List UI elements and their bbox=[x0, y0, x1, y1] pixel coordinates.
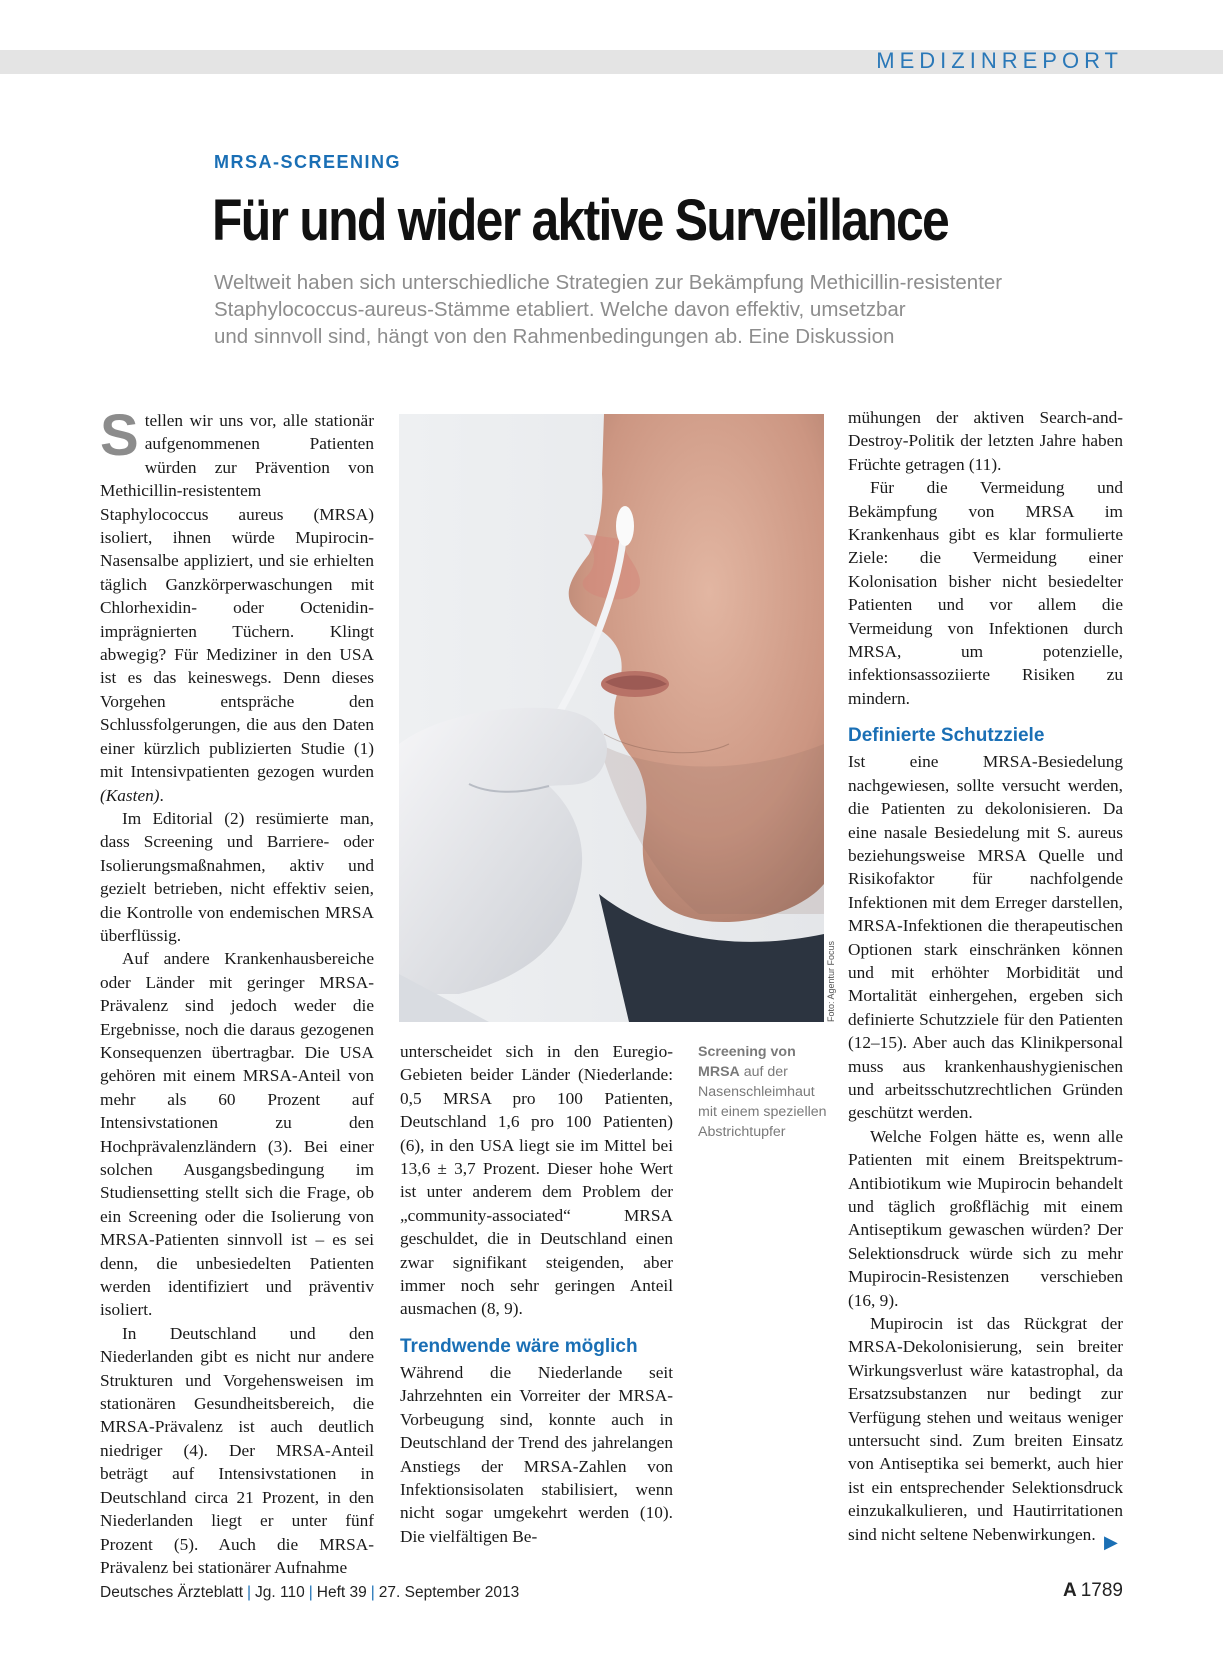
lead-line: Staphylococcus-aureus-Stämme etabliert. Welche davon effektiv, umsetzbar bbox=[214, 298, 906, 321]
text-column-1 bbox=[100, 403, 374, 1579]
paragraph-text: tellen wir uns vor, alle stationär aufgenommenen Patienten würden zur Prävention von Methicillin-resistentem Staphylococcus aureus (MRSA) isoliert, ihnen würde Mupirocin-Nasensalbe appliziert, und sie erhielten täglich Ganzkörperwaschungen mit Chlorhexidin- oder Octenidin-imprägnierten Tüchern. Klingt abwegig? Für Mediziner in den USA ist es das keineswegs. Denn dieses Vorgehen entspräche den Schlussfolgerungen, die aus den Daten einer kürzlich publizierten Studie (1) mit Intensivpatienten gezogen wurden bbox=[100, 411, 374, 782]
caption-bold: MRSA bbox=[698, 1064, 740, 1080]
paragraph: mühungen der aktiven Search-and-Destroy-Politik der letzten Jahre haben Früchte getragen (11). bbox=[848, 408, 1123, 474]
box-reference: (Kasten) bbox=[100, 785, 160, 805]
text-column-2 bbox=[400, 1040, 673, 1548]
section-label: MEDIZINREPORT bbox=[876, 48, 1123, 73]
lead-line: Weltweit haben sich unterschiedliche Strategien zur Bekämpfung Methicillin-resistenter bbox=[214, 271, 1003, 294]
lead-line: und sinnvoll sind, hängt von den Rahmenbedingungen ab. Eine Diskussion bbox=[214, 325, 895, 348]
article-lead bbox=[214, 269, 1154, 350]
drop-cap: S bbox=[100, 403, 139, 468]
article-title: Für und wider aktive Surveillance bbox=[212, 188, 949, 253]
caption-text: auf der Nasenschleimhaut mit einem speziellen Abstrichtupfer bbox=[698, 1064, 827, 1140]
paragraph-text: . bbox=[159, 785, 164, 805]
paragraph: Für die Vermeidung und Bekämpfung von MRSA im Krankenhaus gibt es klar formulierte Ziele: die Vermeidung einer Kolonisation bisher nicht besiedelter Patienten und vor allem die Vermeidung von Infektionen durch MRSA, um potenzielle, infektionsassoziierte Risiken zu mindern. bbox=[848, 478, 1123, 708]
continue-arrow-icon: ▶ bbox=[1104, 1532, 1118, 1553]
paragraph: Während die Niederlande seit Jahrzehnten ein Vorreiter der MRSA-Vorbeugung sind, konnte auch in Deutschland der Trend des jahrelangen Anstiegs der MRSA-Zahlen von Infektionsisolaten stabilisiert, wenn nicht sogar umgekehrt werden (10). Die vielfältigen Be- bbox=[400, 1362, 673, 1546]
paragraph: Mupirocin ist das Rückgrat der MRSA-Dekolonisierung, sein breiter Wirkungsverlust wäre katastrophal, da Ersatzsubstanzen nur bedingt zur Verfügung stehen und weitaus weniger untersucht sind. Zum breiten Einsatz von Antiseptika sei bemerkt, auch hier ist ein entsprechender Selektionsdruck einzukalkulieren, und Hautirritationen sind nicht seltene Nebenwirkungen. bbox=[848, 1314, 1123, 1544]
text-column-3 bbox=[848, 406, 1123, 1546]
date: 27. September 2013 bbox=[378, 1584, 520, 1601]
paragraph: Ist eine MRSA-Besiedelung nachgewiesen, sollte versucht werden, die Patienten zu dekolonisieren. Da eine nasale Besiedelung mit S. aureus beziehungsweise MRSA Quelle und Risikofaktor für nachfolgende Infektionen mit dem Erreger darstellen, MRSA-Infektionen die therapeutischen Optionen stark einschränken können und mit erhöhter Morbidität und Mortalität einhergehen, ergeben sich definierte Schutzziele für den Patienten (12–15). Aber auch das Klinikpersonal muss aus krankenhaushygienischen und arbeitsschutzrechtlichen Gründen geschützt werden. bbox=[848, 752, 1123, 1123]
paragraph: Auf andere Krankenhausbereiche oder Länder mit geringer MRSA-Prävalenz sind jedoch weder die Ergebnisse, noch die daraus gezogenen Konsequenzen übertragbar. Die USA gehören mit einem MRSA-Anteil von mehr als 60 Prozent auf Intensivstationen zu den Hochprävalenzländern (3). Bei einer solchen Ausgangsbedingung im Studiensetting stellt sich die Frage, ob ein Screening oder die Isolierung von MRSA-Patienten sinnvoll ist – es sei denn, die unbesiedelten Patienten werden identifiziert und präventiv isoliert. bbox=[100, 949, 374, 1320]
separator: | bbox=[308, 1584, 313, 1601]
paragraph: Im Editorial (2) resümierte man, dass Screening und Barriere- oder Isolierungsmaßnahmen, aktiv und gezielt betrieben, nicht effektiv seien, die Kontrolle von endemischen MRSA überflüssig. bbox=[100, 808, 374, 945]
paragraph bbox=[100, 403, 374, 807]
paragraph: Welche Folgen hätte es, wenn alle Patienten mit einem Breitspektrum-Antibiotikum wie Mupirocin behandelt und täglich großflächig mit einem Antiseptikum gewaschen würden? Der Selektionsdruck würde sich zu mehr Mupirocin-Resistenzen verschieben (16, 9). bbox=[848, 1126, 1123, 1310]
subheading: Trendwende wäre möglich bbox=[400, 1335, 638, 1357]
journal-name: Deutsches Ärzteblatt bbox=[100, 1584, 244, 1601]
article-kicker: MRSA-SCREENING bbox=[214, 152, 402, 172]
caption-bold: Screening von bbox=[698, 1044, 796, 1060]
paragraph: In Deutschland und den Niederlanden gibt es nicht nur andere Strukturen und Vorgehensweisen im stationären Gesundheitsbereich, die MRSA-Prävalenz ist auch deutlich niedriger (4). Der MRSA-Anteil beträgt auf Intensivstationen in Deutschland circa 21 Prozent, in den Niederlanden liegt er unter fünf Prozent (5). Auch die MRSA-Prävalenz bei stationärer Aufnahme bbox=[100, 1323, 374, 1577]
footer-citation bbox=[100, 1584, 519, 1602]
issue: Heft 39 bbox=[316, 1584, 367, 1601]
page-prefix: A bbox=[1062, 1580, 1077, 1601]
subheading: Definierte Schutzziele bbox=[848, 725, 1045, 747]
page-number-value: 1789 bbox=[1080, 1580, 1123, 1601]
paragraph: unterscheidet sich in den Euregio-Gebieten beider Länder (Niederlande: 0,5 MRSA pro 100 Patienten, Deutschland 1,6 pro 100 Patienten) (6), in den USA liegt sie im Mittel bei 13,6 ± 3,7 Prozent. Dieser hohe Wert ist unter anderem dem Problem der „community-associated“ MRSA geschuldet, die in Deutschland einen zwar signifikant steigenden, aber immer noch sehr geringen Anteil ausmachen (8, 9). bbox=[400, 1042, 673, 1319]
separator: | bbox=[370, 1584, 375, 1601]
page-number bbox=[1063, 1580, 1123, 1602]
photo-caption bbox=[698, 1042, 828, 1142]
article-photo bbox=[399, 414, 824, 1022]
photo-credit: Foto: Agentur Focus bbox=[826, 940, 836, 1022]
volume: Jg. 110 bbox=[255, 1584, 305, 1601]
separator: | bbox=[247, 1584, 252, 1601]
nasal-swab-photo bbox=[399, 414, 824, 1022]
